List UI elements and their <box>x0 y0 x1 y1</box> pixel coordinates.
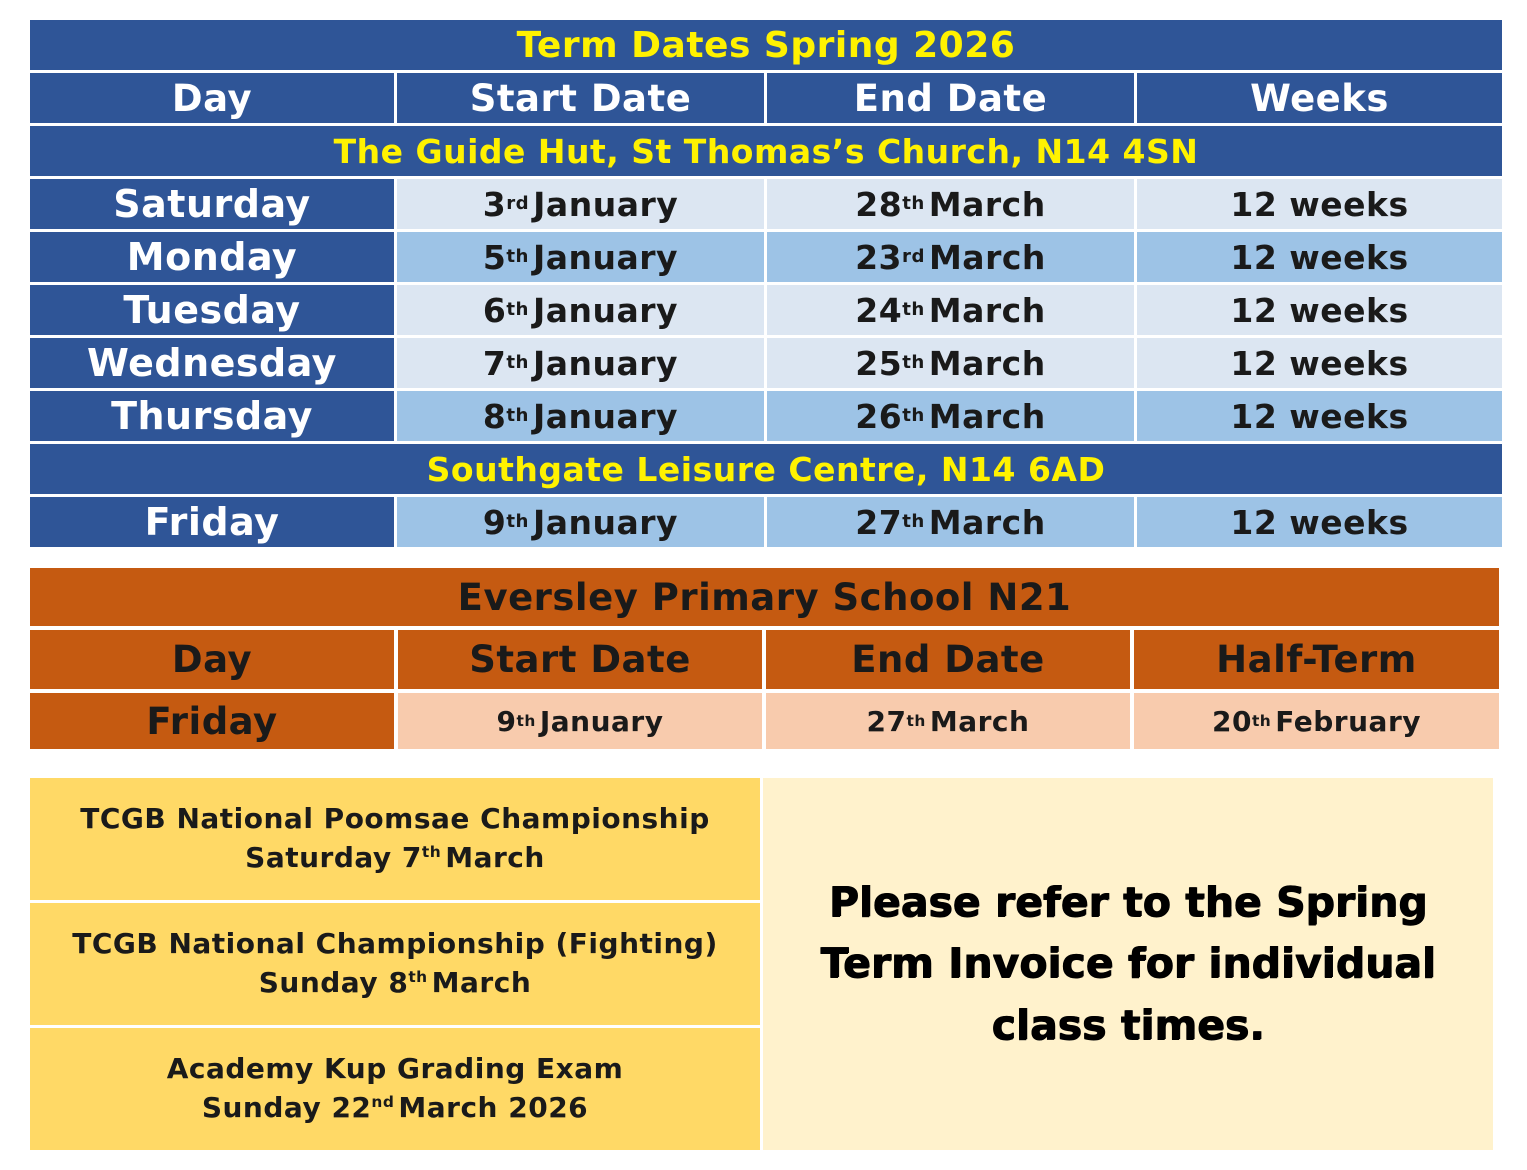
event-date: Sunday 22nd March 2026 <box>201 1091 589 1124</box>
header-start-date: Start Date <box>397 73 764 123</box>
event-item <box>30 1028 760 1150</box>
invoice-note <box>763 778 1493 1150</box>
school-dates-table <box>30 568 1499 749</box>
row-day: Tuesday <box>30 285 394 335</box>
weeks-cell: 12 weeks <box>1137 179 1502 229</box>
start-date-cell: 3 rd January <box>397 179 764 229</box>
note-text: Please refer to the Spring Term Invoice for individual class times. <box>820 877 1436 1049</box>
venue-heading: The Guide Hut, St Thomas’s Church, N14 4SN <box>30 126 1502 176</box>
row-day: Friday <box>30 497 394 547</box>
term-dates-table <box>30 20 1499 547</box>
end-date-cell: 27 th March <box>766 693 1130 749</box>
weeks-cell: 12 weeks <box>1137 232 1502 282</box>
row-day: Wednesday <box>30 338 394 388</box>
header-weeks: Weeks <box>1137 73 1502 123</box>
start-date-cell: 7 th January <box>397 338 764 388</box>
end-date-cell: 24 th March <box>767 285 1134 335</box>
row-day: Monday <box>30 232 394 282</box>
start-date-cell: 9 th January <box>397 497 764 547</box>
end-date-cell: 26 th March <box>767 391 1134 441</box>
row-day: Friday <box>30 693 394 749</box>
header-end-date: End Date <box>767 73 1134 123</box>
end-date-cell: 23 rd March <box>767 232 1134 282</box>
start-date-cell: 9 th January <box>398 693 762 749</box>
row-day: Thursday <box>30 391 394 441</box>
venue-heading: Southgate Leisure Centre, N14 6AD <box>30 444 1502 494</box>
half-term-cell: 20 th February <box>1134 693 1499 749</box>
events-list <box>30 778 760 1150</box>
end-date-cell: 27 th March <box>767 497 1134 547</box>
header-day: Day <box>30 630 394 689</box>
end-date-cell: 25 th March <box>767 338 1134 388</box>
weeks-cell: 12 weeks <box>1137 285 1502 335</box>
event-name: TCGB National Poomsae Championship <box>80 802 710 836</box>
header-half-term: Half-Term <box>1134 630 1499 689</box>
weeks-cell: 12 weeks <box>1137 391 1502 441</box>
event-date: Saturday 7th March <box>245 841 545 874</box>
row-day: Saturday <box>30 179 394 229</box>
event-item <box>30 903 760 1025</box>
weeks-cell: 12 weeks <box>1137 497 1502 547</box>
event-name: TCGB National Championship (Fighting) <box>72 927 718 961</box>
table-title: Term Dates Spring 2026 <box>30 20 1502 70</box>
header-day: Day <box>30 73 394 123</box>
header-start-date: Start Date <box>398 630 762 689</box>
event-item <box>30 778 760 900</box>
start-date-cell: 8 th January <box>397 391 764 441</box>
event-name: Academy Kup Grading Exam <box>166 1052 624 1086</box>
start-date-cell: 6 th January <box>397 285 764 335</box>
end-date-cell: 28 th March <box>767 179 1134 229</box>
weeks-cell: 12 weeks <box>1137 338 1502 388</box>
event-date: Sunday 8th March <box>258 966 532 999</box>
table-title: Eversley Primary School N21 <box>30 568 1499 626</box>
header-end-date: End Date <box>766 630 1130 689</box>
start-date-cell: 5 th January <box>397 232 764 282</box>
